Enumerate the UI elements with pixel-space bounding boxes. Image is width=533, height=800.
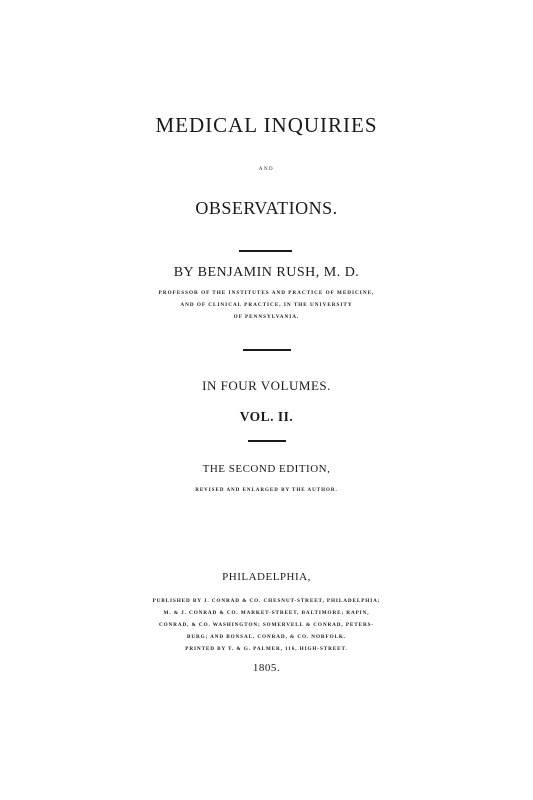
edition-line: THE SECOND EDITION, (202, 463, 331, 475)
publisher-line: BURG; AND BONSAL, CONRAD, & CO. NORFOLK. (186, 634, 347, 640)
title-conjunction: AND (258, 167, 275, 172)
author-credentials-line: AND OF CLINICAL PRACTICE, IN THE UNIVERSITY (180, 302, 353, 308)
publication-year: 1805. (252, 662, 281, 674)
publisher-line: PUBLISHED BY J. CONRAD & CO. CHESNUT-STREET, PHILADELPHIA; (152, 598, 381, 604)
author-credentials-line: PROFESSOR OF THE INSTITUTES AND PRACTICE OF MEDICINE, (158, 290, 375, 296)
volume-number: VOL. II. (239, 409, 294, 424)
author-credentials-line: OF PENNSYLVANIA. (233, 314, 300, 320)
decorative-rule (243, 349, 291, 351)
revision-note: REVISED AND ENLARGED BY THE AUTHOR. (195, 488, 338, 493)
publication-place: PHILADELPHIA, (222, 571, 311, 583)
book-title-second-line: OBSERVATIONS. (195, 198, 338, 218)
decorative-rule (248, 440, 286, 442)
book-title: MEDICAL INQUIRIES (155, 113, 378, 137)
publisher-line: M. & J. CONRAD & CO. MARKET-STREET, BALTIMORE; RAPIN, (163, 610, 370, 616)
printer-line: PRINTED BY T. & G. PALMER, 116, HIGH-STREET. (185, 646, 348, 652)
author-line: BY BENJAMIN RUSH, M. D. (173, 265, 360, 280)
volume-count: IN FOUR VOLUMES. (202, 378, 331, 393)
publisher-line: CONRAD, & CO. WASHINGTON; SOMERVELL & CONRAD, PETERS- (158, 622, 375, 628)
decorative-rule (239, 250, 292, 252)
